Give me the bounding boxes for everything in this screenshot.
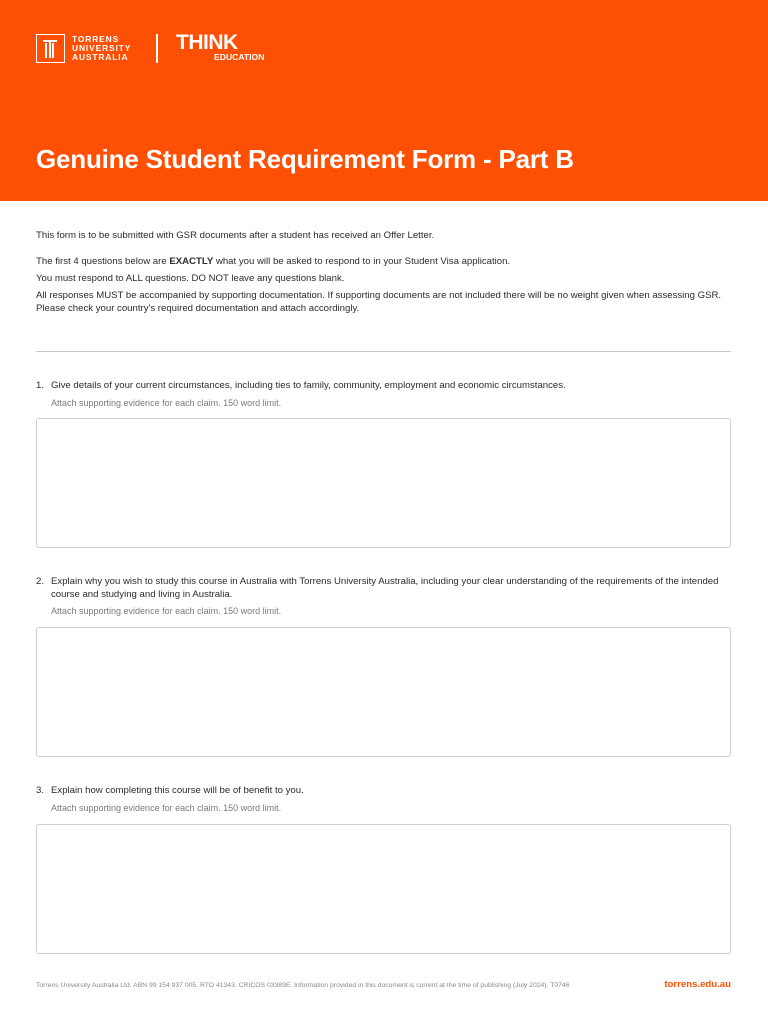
- answer-field-1[interactable]: [36, 418, 731, 548]
- question-note: Attach supporting evidence for each claim. 150 word limit.: [51, 397, 282, 408]
- question-3: [36, 785, 731, 814]
- torrens-logo-mark-icon: [36, 34, 65, 63]
- torrens-logo-text: [72, 35, 131, 62]
- section-divider: [36, 351, 731, 352]
- footer-website-link[interactable]: torrens.edu.au: [664, 979, 731, 990]
- question-1: [36, 380, 731, 409]
- torrens-university-logo: [36, 34, 131, 63]
- logo-line: TORRENS: [72, 34, 120, 44]
- question-text: Explain how completing this course will be of benefit to you.: [51, 785, 304, 796]
- question-text: Explain why you wish to study this course in Australia with Torrens University Australia, including your clear understanding of the requirements of the intended course and studying and living in Australia.: [51, 576, 719, 600]
- intro-emphasis: EXACTLY: [169, 256, 214, 267]
- question-text: Give details of your current circumstances, including ties to family, community, employment and economic circumstances.: [51, 380, 566, 391]
- intro-line: You must respond to ALL questions. DO NOT leave any questions blank.: [36, 273, 345, 284]
- intro-text-segment: what you will be asked to respond to in your Student Visa application.: [213, 256, 511, 267]
- intro-text-segment: The first 4 questions below are: [36, 256, 170, 267]
- answer-field-2[interactable]: [36, 627, 731, 757]
- question-number: 2.: [36, 576, 45, 587]
- intro-line: [36, 255, 736, 268]
- intro-text: [36, 229, 736, 315]
- think-education-logo: [176, 33, 264, 62]
- think-logo-word: THINK: [176, 31, 238, 54]
- answer-field-3[interactable]: [36, 824, 731, 954]
- education-logo-word: EDUCATION: [214, 52, 265, 62]
- logo-line: UNIVERSITY: [72, 43, 132, 53]
- intro-line: All responses MUST be accompanied by supporting documentation. If supporting documents are not included there will be no weight given when assessing GSR. Please check your country's required documentation and attach accordingly.: [36, 290, 722, 314]
- intro-line: This form is to be submitted with GSR documents after a student has received an Offer Letter.: [36, 230, 435, 241]
- question-note: Attach supporting evidence for each claim. 150 word limit.: [51, 606, 282, 616]
- question-number: 1.: [36, 380, 45, 391]
- page-title: Genuine Student Requirement Form - Part B: [36, 144, 574, 174]
- question-2: [36, 576, 731, 617]
- logo-divider: [156, 34, 158, 63]
- footer-legal-text: Torrens University Australia Ltd. ABN 99 154 937 005. RTO 41343. CRICOS 03389E. Information provided in this document is current at the time of publishing (July 2024). T0746: [36, 982, 570, 989]
- page-header: [0, 0, 768, 201]
- question-number: 3.: [36, 785, 45, 796]
- question-note: Attach supporting evidence for each claim. 150 word limit.: [51, 802, 282, 813]
- logo-line: AUSTRALIA: [72, 52, 129, 62]
